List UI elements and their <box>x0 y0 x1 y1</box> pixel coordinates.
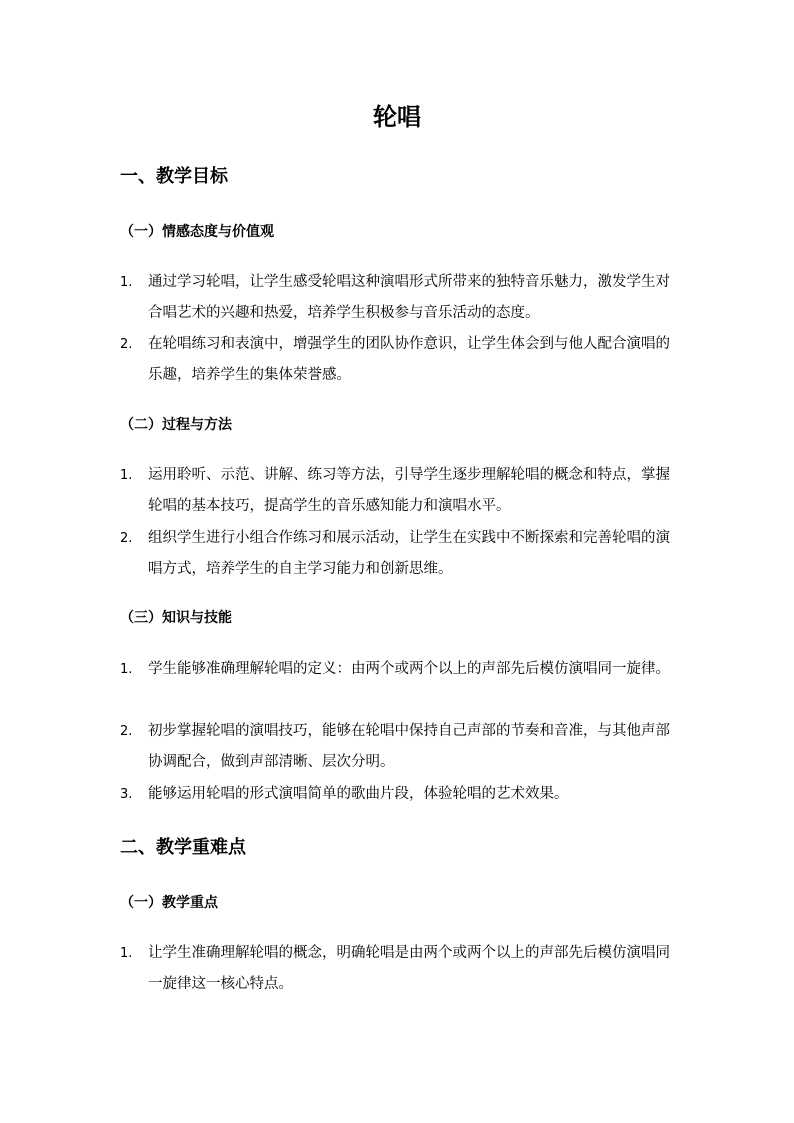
list-item-text: 学生能够准确理解轮唱的定义：由两个或两个以上的声部先后模仿演唱同一旋律。 <box>148 661 670 677</box>
list-item-number: 3. <box>120 787 133 802</box>
list-item-text: 运用聆听、示范、讲解、练习等方法，引导学生逐步理解轮唱的概念和特点，掌握轮唱的基本技巧，提高学生的音乐感知能力和演唱水平。 <box>148 467 670 514</box>
list-item <box>120 779 680 810</box>
list-item <box>120 267 680 329</box>
list-item-text: 通过学习轮唱，让学生感受轮唱这种演唱形式所带来的独特音乐魅力，激发学生对合唱艺术的兴趣和热爱，培养学生积极参与音乐活动的态度。 <box>148 274 670 321</box>
list-item <box>120 938 680 1000</box>
list-item <box>120 654 680 685</box>
subsection-heading-knowledge-skills: （三）知识与技能 <box>120 610 232 626</box>
subsection-heading-emotion-attitude-values: （一）情感态度与价值观 <box>120 224 274 240</box>
subsection-heading-process-methods: （二）过程与方法 <box>120 417 232 433</box>
list-item-text: 能够运用轮唱的形式演唱简单的歌曲片段，体验轮唱的艺术效果。 <box>148 786 569 802</box>
document-title: 轮唱 <box>373 103 421 131</box>
list-item-number: 2. <box>120 531 133 546</box>
list-item-text: 让学生准确理解轮唱的概念，明确轮唱是由两个或两个以上的声部先后模仿演唱同一旋律这一核心特点。 <box>148 945 670 992</box>
list-item <box>120 460 680 522</box>
list-item-number: 1. <box>120 275 133 290</box>
list-item-number: 1. <box>120 662 133 677</box>
list-item <box>120 523 680 585</box>
section-heading-teaching-objectives: 一、教学目标 <box>120 166 228 187</box>
subsection-heading-teaching-focus: （一）教学重点 <box>120 895 218 911</box>
list-item-number: 2. <box>120 337 133 352</box>
list-item-number: 2. <box>120 724 133 739</box>
section-heading-key-difficult-points: 二、教学重难点 <box>120 837 246 858</box>
list-item-text: 初步掌握轮唱的演唱技巧，能够在轮唱中保持自己声部的节奏和音准，与其他声部协调配合，做到声部清晰、层次分明。 <box>148 723 670 770</box>
list-item-number: 1. <box>120 946 133 961</box>
list-item-text: 在轮唱练习和表演中，增强学生的团队协作意识，让学生体会到与他人配合演唱的乐趣，培养学生的集体荣誉感。 <box>148 336 670 383</box>
list-item <box>120 716 680 778</box>
list-item-number: 1. <box>120 468 133 483</box>
list-item-text: 组织学生进行小组合作练习和展示活动，让学生在实践中不断探索和完善轮唱的演唱方式，培养学生的自主学习能力和创新思维。 <box>148 530 670 577</box>
list-item <box>120 329 680 391</box>
